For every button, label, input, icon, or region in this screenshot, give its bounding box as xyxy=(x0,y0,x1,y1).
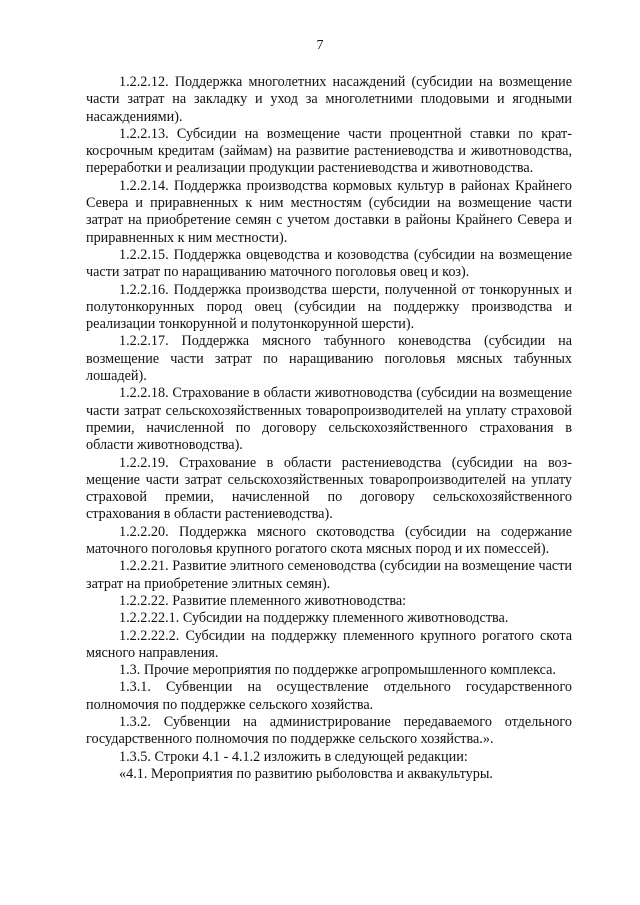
paragraph: 1.2.2.12. Поддержка многолетних насаждений (субсидии на возмещение части затрат на закладку и уход за многолетними плодовыми и ягодными насаждениями). xyxy=(86,74,572,125)
paragraph: 1.2.2.22.2. Субсидии на поддержку племенного крупного рогатого скота мясного направления. xyxy=(86,627,572,661)
paragraph: «4.1. Мероприятия по развитию рыболовства и аквакультуры. xyxy=(119,765,493,782)
paragraph: 1.3.1. Субвенции на осуществление отдельного государственного полномочия по поддержке сельского хозяйства. xyxy=(86,679,572,713)
paragraph: 1.2.2.13. Субсидии на возмещение части процентной ставки по краткосрочным кредитам (займам) на развитие растениеводства и животноводства, переработки и реализации продукции растениеводства и животноводства. xyxy=(86,125,572,177)
paragraph: 1.2.2.18. Страхование в области животноводства (субсидии на возмещение части затрат сельскохозяйственных товаропроизводителей на уплату страховой премии, начисленной по договору сельскохозяйственного страхования в области животноводства). xyxy=(86,385,572,454)
paragraph: 1.2.2.15. Поддержка овцеводства и козоводства (субсидии на возмещение части затрат по наращиванию маточного поголовья овец и коз). xyxy=(86,246,572,281)
paragraph: 1.2.2.17. Поддержка мясного табунного коневодства (субсидии на возмещение части затрат по наращиванию поголовья мясных табунных лошадей). xyxy=(86,333,572,385)
paragraph: 1.2.2.20. Поддержка мясного скотоводства (субсидии на содержание маточного поголовья крупного рогатого скота мясных пород и их помессей). xyxy=(86,523,572,558)
paragraph: 1.2.2.22.1. Субсидии на поддержку племенного животноводства. xyxy=(119,610,509,627)
paragraph: 1.3.5. Строки 4.1 - 4.1.2 изложить в следующей редакции: xyxy=(119,748,468,765)
paragraph: 1.3.2. Субвенции на администрирование передаваемого отдельного государственного полномочия по поддержке сельского хозяйства.». xyxy=(86,713,572,748)
paragraph: 1.2.2.16. Поддержка производства шерсти, полученной от тонкорунных и полутонкорунных пород овец (субсидии на поддержку производства и реализации тонкорунной и полутонкорунной шерсти). xyxy=(86,281,572,333)
paragraph: 1.3. Прочие мероприятия по поддержке агропромышленного комплекса. xyxy=(119,662,556,679)
paragraph: 1.2.2.22. Развитие племенного животноводства: xyxy=(119,592,407,609)
paragraph: 1.2.2.21. Развитие элитного семеноводства (субсидии на возмещение части затрат на приобретение элитных семян). xyxy=(86,558,572,592)
paragraph: 1.2.2.19. Страхование в области растениеводства (субсидии на возмещение части затрат сельскохозяйственных товаропроизводителей на уплату страховой премии, начисленной по договору сельскохозяйственного страхования в области растениеводства). xyxy=(86,454,572,523)
page-number: 7 xyxy=(316,38,324,53)
paragraph: 1.2.2.14. Поддержка производства кормовых культур в районах Крайнего Севера и приравненных к ним местностям (субсидии на возмещение части затрат на приобретение семян с учетом доставки в районы Крайнего Севера и приравненных к ним местности). xyxy=(86,177,572,246)
document-body xyxy=(86,74,572,783)
